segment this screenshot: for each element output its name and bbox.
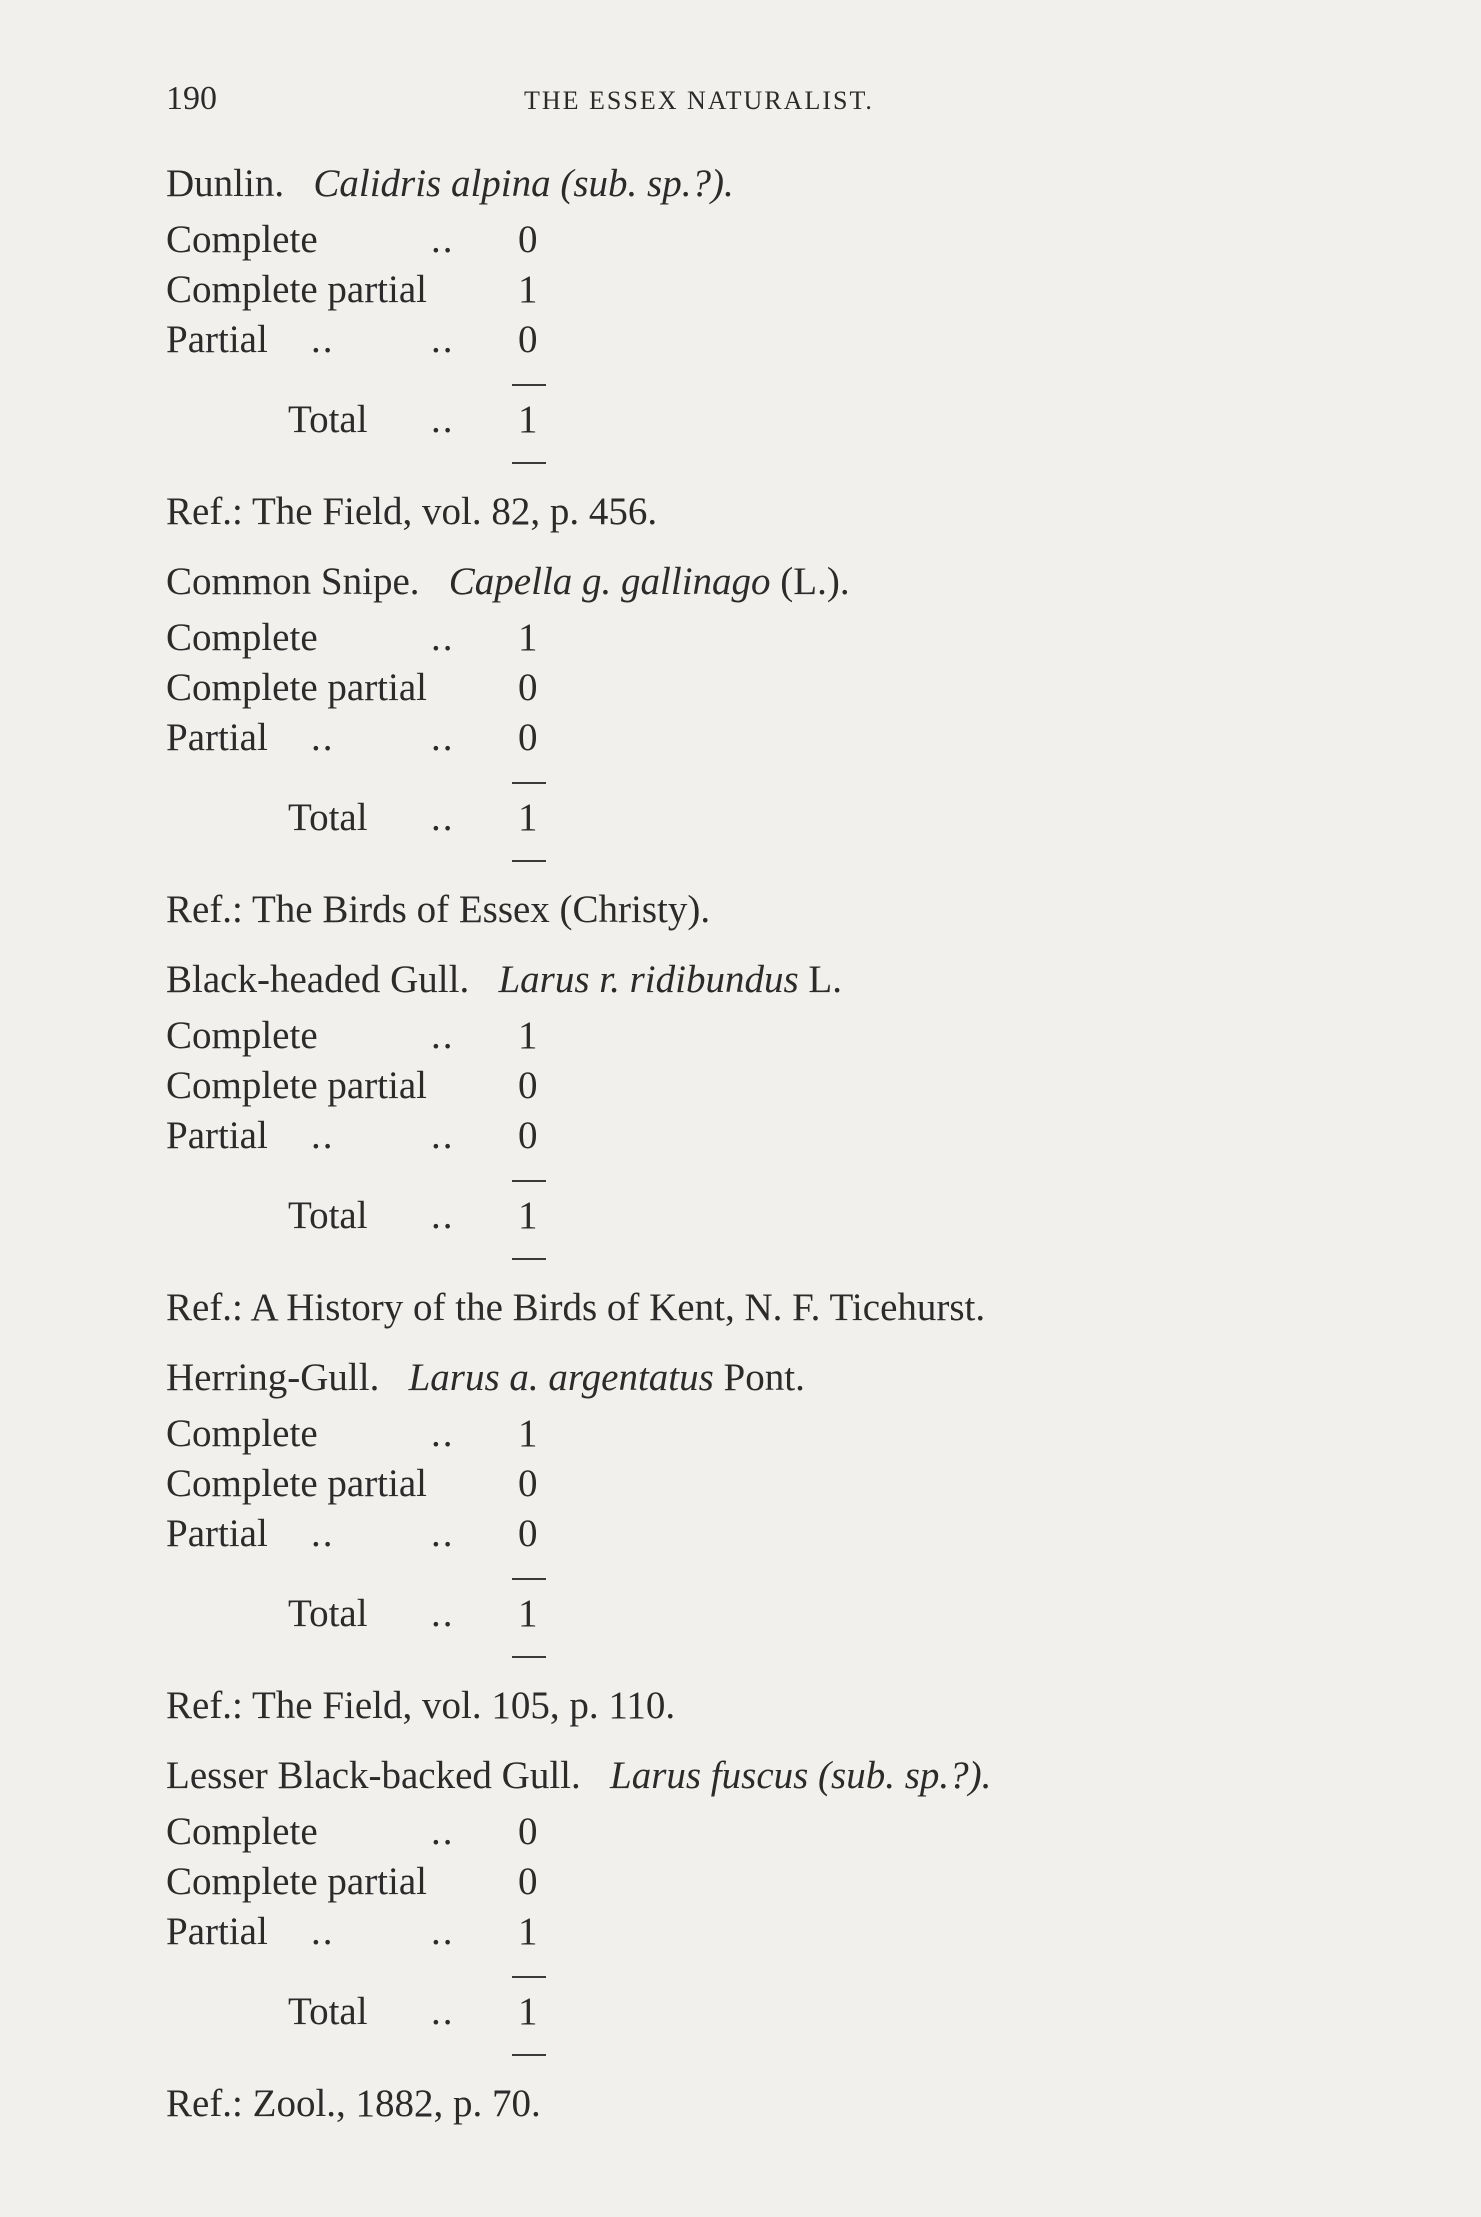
species-heading: [166, 1752, 991, 1800]
page-number: 190: [166, 80, 217, 117]
label-partial: Partial: [166, 1114, 268, 1157]
value-complete: 1: [518, 1412, 538, 1455]
value-complete-partial: 0: [518, 1860, 538, 1903]
value-partial: 1: [518, 1910, 538, 1953]
label-complete: Complete: [166, 218, 318, 261]
label-complete-partial: Complete partial: [166, 1462, 428, 1505]
label-complete: Complete: [166, 616, 318, 659]
scientific-name: Larus a. argentatus: [408, 1356, 714, 1399]
common-name: Black-headed Gull.: [166, 958, 470, 1001]
sum-rule: [512, 1180, 546, 1182]
leader-dots: ..: [431, 318, 455, 361]
sum-rule: [512, 1578, 546, 1580]
total-rule: [512, 462, 546, 464]
leader-dots: ..: [431, 398, 455, 441]
label-complete: Complete: [166, 1014, 318, 1057]
leader-dots: ..: [431, 1412, 455, 1455]
label-partial: Partial: [166, 1910, 268, 1953]
leader-dots: ..: [431, 716, 455, 759]
species-heading: [166, 558, 850, 606]
label-complete: Complete: [166, 1810, 318, 1853]
value-complete: 0: [518, 218, 538, 261]
label-partial: Partial: [166, 1512, 268, 1555]
leader-dots: ..: [431, 1592, 455, 1635]
leader-dots: ..: [311, 716, 335, 759]
value-complete: 0: [518, 1810, 538, 1853]
label-total: Total: [288, 1990, 368, 2033]
common-name: Dunlin.: [166, 162, 285, 205]
value-total: 1: [518, 1592, 538, 1635]
label-partial: Partial: [166, 318, 268, 361]
leader-dots: ..: [311, 1512, 335, 1555]
total-rule: [512, 1258, 546, 1260]
reference: Ref.: The Birds of Essex (Christy).: [166, 888, 711, 931]
leader-dots: ..: [431, 1910, 455, 1953]
scientific-name: Calidris alpina (sub. sp.?).: [313, 162, 734, 205]
sum-rule: [512, 1976, 546, 1978]
leader-dots: ..: [431, 218, 455, 261]
leader-dots: ..: [431, 1512, 455, 1555]
total-rule: [512, 1656, 546, 1658]
common-name: Common Snipe.: [166, 560, 420, 603]
total-rule: [512, 860, 546, 862]
label-complete-partial: Complete partial: [166, 1064, 428, 1107]
label-total: Total: [288, 398, 368, 441]
value-partial: 0: [518, 318, 538, 361]
species-heading: [166, 1354, 805, 1402]
reference: Ref.: The Field, vol. 105, p. 110.: [166, 1684, 676, 1727]
label-total: Total: [288, 796, 368, 839]
label-complete-partial: Complete partial: [166, 666, 428, 709]
value-partial: 0: [518, 1114, 538, 1157]
value-complete-partial: 0: [518, 666, 538, 709]
scientific-name: Larus fuscus (sub. sp.?).: [610, 1754, 992, 1797]
leader-dots: ..: [431, 796, 455, 839]
leader-dots: ..: [431, 616, 455, 659]
running-head: THE ESSEX NATURALIST.: [524, 86, 874, 115]
leader-dots: ..: [311, 1910, 335, 1953]
leader-dots: ..: [311, 318, 335, 361]
sum-rule: [512, 384, 546, 386]
leader-dots: ..: [431, 1114, 455, 1157]
authority: (L.).: [780, 560, 850, 603]
scientific-name: Larus r. ridibundus: [498, 958, 799, 1001]
value-partial: 0: [518, 1512, 538, 1555]
value-total: 1: [518, 1990, 538, 2033]
value-total: 1: [518, 796, 538, 839]
label-complete-partial: Complete partial: [166, 268, 428, 311]
label-total: Total: [288, 1592, 368, 1635]
value-complete: 1: [518, 616, 538, 659]
common-name: Herring-Gull.: [166, 1356, 380, 1399]
label-partial: Partial: [166, 716, 268, 759]
value-complete: 1: [518, 1014, 538, 1057]
sum-rule: [512, 782, 546, 784]
leader-dots: ..: [431, 1810, 455, 1853]
value-complete-partial: 1: [518, 268, 538, 311]
leader-dots: ..: [431, 1990, 455, 2033]
scientific-name: Capella g. gallinago: [448, 560, 771, 603]
label-complete: Complete: [166, 1412, 318, 1455]
leader-dots: ..: [431, 1014, 455, 1057]
species-heading: [166, 956, 842, 1004]
value-partial: 0: [518, 716, 538, 759]
total-rule: [512, 2054, 546, 2056]
reference: Ref.: The Field, vol. 82, p. 456.: [166, 490, 658, 533]
label-total: Total: [288, 1194, 368, 1237]
label-complete-partial: Complete partial: [166, 1860, 428, 1903]
authority: Pont.: [723, 1356, 805, 1399]
value-complete-partial: 0: [518, 1462, 538, 1505]
leader-dots: ..: [431, 1194, 455, 1237]
leader-dots: ..: [311, 1114, 335, 1157]
reference: Ref.: Zool., 1882, p. 70.: [166, 2082, 541, 2125]
reference: Ref.: A History of the Birds of Kent, N. F. Ticehurst.: [166, 1286, 986, 1329]
value-total: 1: [518, 1194, 538, 1237]
authority: L.: [808, 958, 842, 1001]
value-total: 1: [518, 398, 538, 441]
common-name: Lesser Black-backed Gull.: [166, 1754, 581, 1797]
value-complete-partial: 0: [518, 1064, 538, 1107]
species-heading: [166, 160, 734, 208]
